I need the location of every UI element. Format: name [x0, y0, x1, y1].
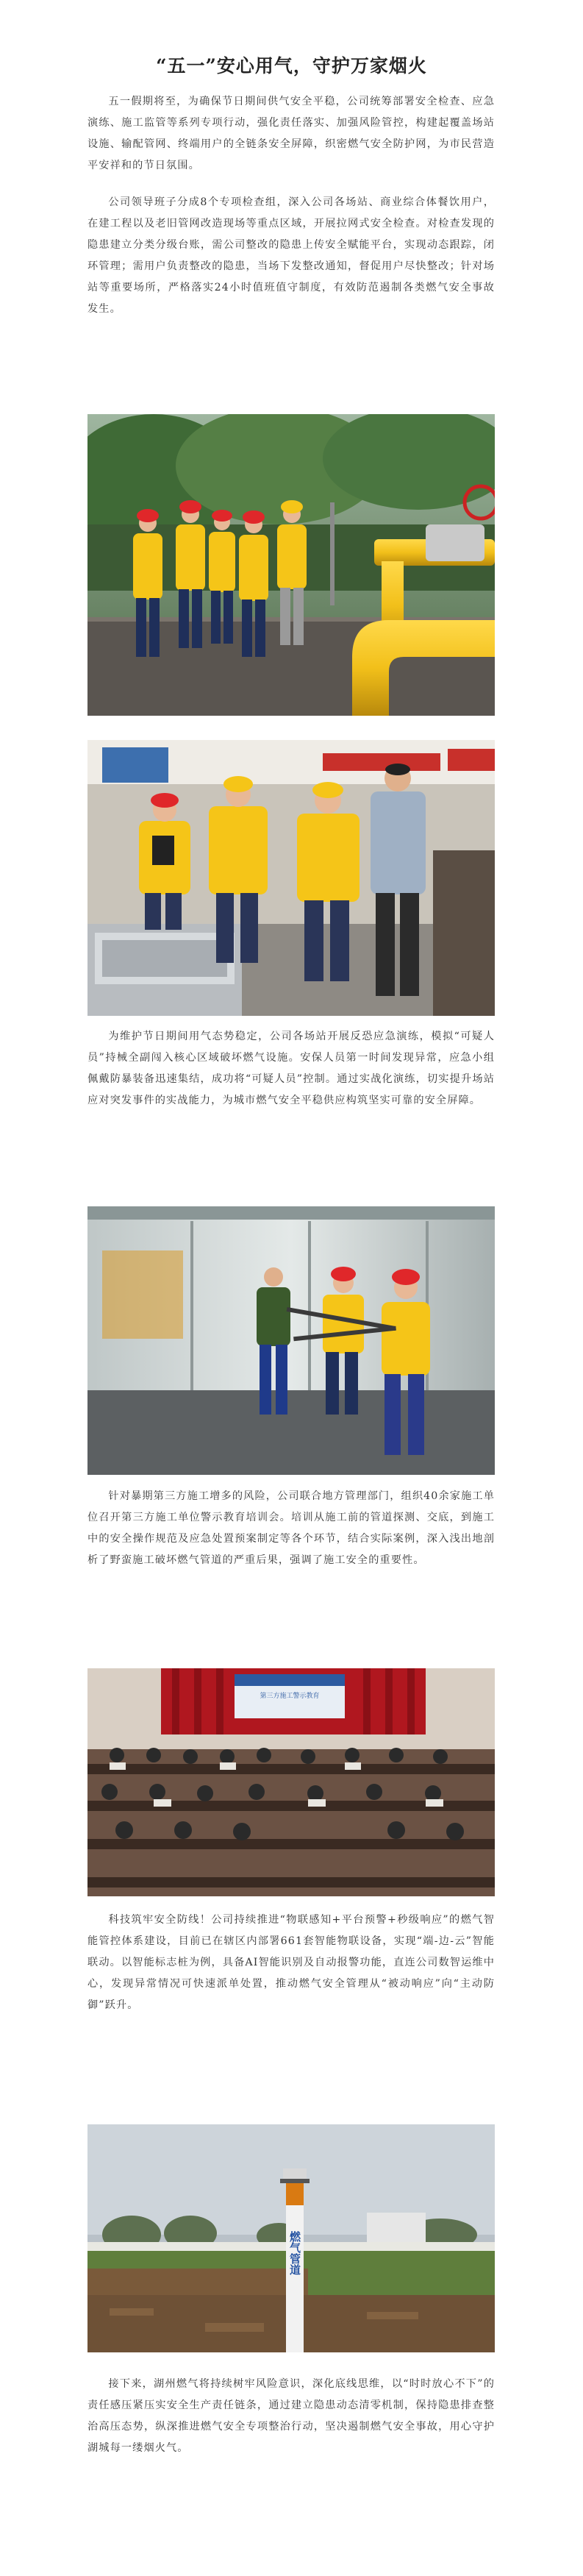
- paragraph-inspection: 公司领导班子分成8个专项检查组，深入公司各场站、商业综合体餐饮用户，在建工程以及老旧管网改造现场等重点区域，开展拉网式安全检查。对检查发现的隐患建立分类分级台账，需公司整改的隐患上传安全赋能平台，实现动态跟踪，闭环管理；需用户负责整改的隐患，当场下发整改通知，督促用户尽快整改；针对场站等重要场所，严格落实24小时值班值守制度，有效防范遏制各类燃气安全事故发生。: [87, 196, 495, 315]
- paragraph-drill: 为维护节日期间用气态势稳定，公司各场站开展反恐应急演练，模拟“可疑人员”持械全副闯入核心区域破坏燃气设施。安保人员第一时间发现异常，应急小组佩戴防暴装备迅速集结，成功将“可疑人员”控制。通过实战化演练，切实提升场站应对突发事件的实战能力，为城市燃气安全平稳供应构筑坚实可靠的安全屏障。: [87, 1031, 495, 1106]
- paragraph-intro: 五一假期将至，为确保节日期间供气安全平稳，公司统筹部署安全检查、应急演练、施工监管等系列专项行动，强化责任落实、加强风险管控，构建起覆盖场站设施、输配管网、终端用户的全链条安全屏障，织密燃气安全防护网，为市民营造平安祥和的节日氛围。: [87, 96, 495, 171]
- smart-marker-post-photo: [87, 2124, 495, 2352]
- restaurant-kitchen-inspection-photo: [87, 740, 495, 1016]
- paragraph-conclusion: 接下来，湖州燃气将持续树牢风险意识，深化底线思维，以“时时放心不下”的责任感压紧压实安全生产责任链条，通过建立隐患动态清零机制，保持隐患排查整治高压态势，纵深推进燃气安全专项整治行动，坚决遏制燃气安全事故，用心守护湖城每一缕烟火气。: [87, 2378, 495, 2454]
- anti-terror-drill-photo: [87, 1206, 495, 1475]
- paragraph-technology: 科技筑牢安全防线！公司持续推进“物联感知+平台预警+秒级响应”的燃气智能管控体系建设，目前已在辖区内部署661套智能物联设备，实现“端-边-云”智能联动。以智能标志桩为例，具备AI智能识别及自动报警功能，直连公司数智运维中心，发现异常情况可快速派单处置，推动燃气安全管理从“被动响应”向“主动防御”跃升。: [87, 1914, 495, 2011]
- marker-post-label: 燃气管道: [288, 2231, 301, 2275]
- safety-training-meeting-photo: [87, 1668, 495, 1896]
- meeting-banner-text: 第三方施工警示教育: [260, 1693, 320, 1700]
- article-title: “五一”安心用气，守护万家烟火: [156, 55, 427, 77]
- inspection-team-at-station-photo: [87, 414, 495, 716]
- paragraph-training: 针对暴期第三方施工增多的风险，公司联合地方管理部门，组织40余家施工单位召开第三方施工单位警示教育培训会。培训从施工前的管道探测、交底，到施工中的安全操作规范及应急处置预案制定等各个环节，结合实际案例，深入浅出地剖析了野蛮施工破坏燃气管道的严重后果，强调了施工安全的重要性。: [87, 1490, 495, 1566]
